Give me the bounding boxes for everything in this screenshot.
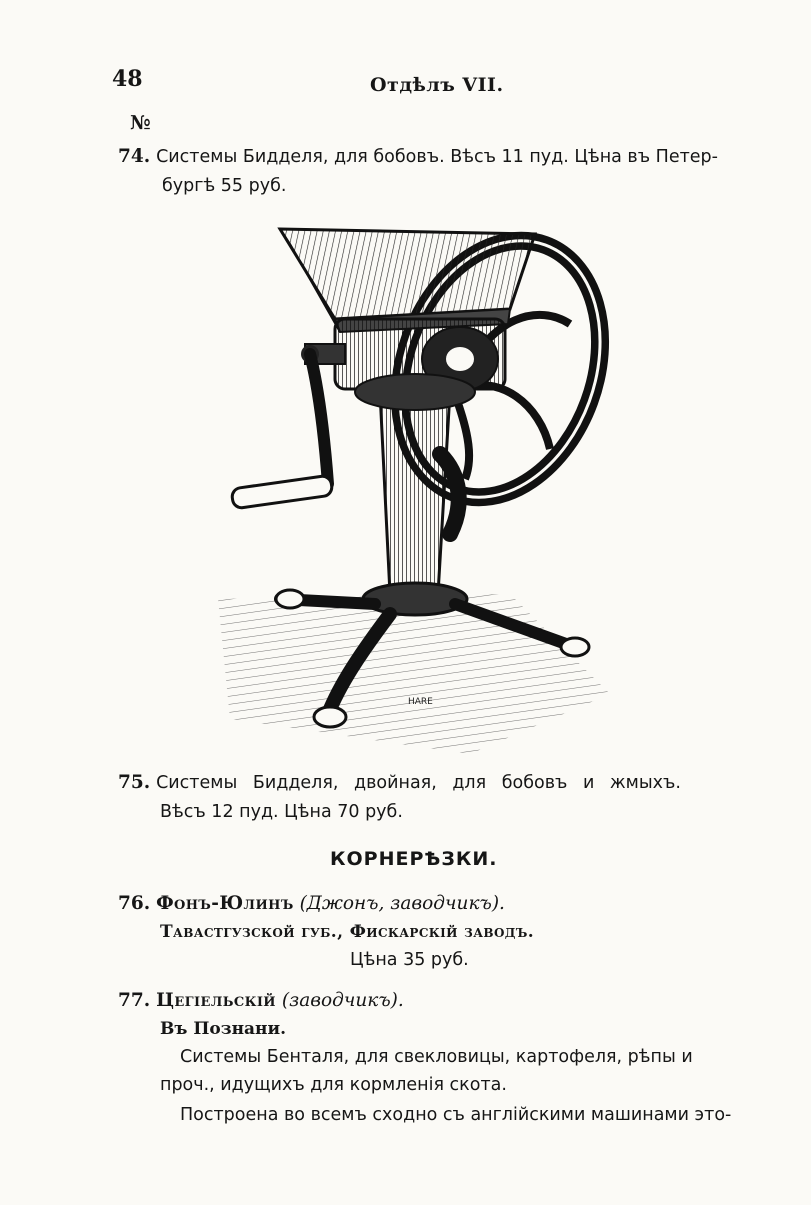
page-number: 48 [112,66,143,92]
entry-77-location: Въ Познани. [160,1019,286,1039]
maker-note: (Джонъ, заводчикъ). [299,893,505,914]
entry-number: 77. [118,990,151,1011]
entry-number: 76. [118,893,151,914]
entry-text: Системы Бидделя, для бобовъ. Вѣсъ 11 пуд. Цѣна въ Петер- [156,147,718,167]
entry-76-location: Тавастгузской губ., Фискарскій заводъ. [160,922,535,942]
entry-76-price: Цѣна 35 руб. [350,950,469,970]
section-title: КОРНЕРѢЗКИ. [330,848,498,870]
maker-name: Фонъ-Юлинъ [156,893,294,914]
entry-77-line-1 [118,990,404,1011]
entry-74-line-2: бургѣ 55 руб. [162,176,287,196]
running-title: Отдѣлъ VII. [370,74,504,96]
entry-number: 74. [118,146,151,167]
entry-75-line-1 [118,772,681,793]
entry-77-para1-line2: проч., идущихъ для кормленія скота. [160,1075,507,1095]
number-sign: № [130,112,151,134]
engraver-signature: HARE [408,697,433,707]
entry-77-para2-line1: Построена во всемъ сходно съ англійскими машинами это- [180,1105,732,1125]
entry-number: 75. [118,772,151,793]
entry-text: Системы Бидделя, двойная, для бобовъ и жмыхъ. [156,773,681,793]
entry-77-para1-line1: Системы Бенталя, для свекловицы, картофеля, рѣпы и [180,1047,693,1067]
bean-mill-engraving-icon [210,214,615,762]
entry-75-line-2: Вѣсъ 12 пуд. Цѣна 70 руб. [160,802,403,822]
entry-76-line-1 [118,893,505,914]
maker-note: (заводчикъ). [281,990,404,1011]
entry-74-line-1 [118,146,718,167]
maker-name: Цегіельскій [156,990,276,1011]
